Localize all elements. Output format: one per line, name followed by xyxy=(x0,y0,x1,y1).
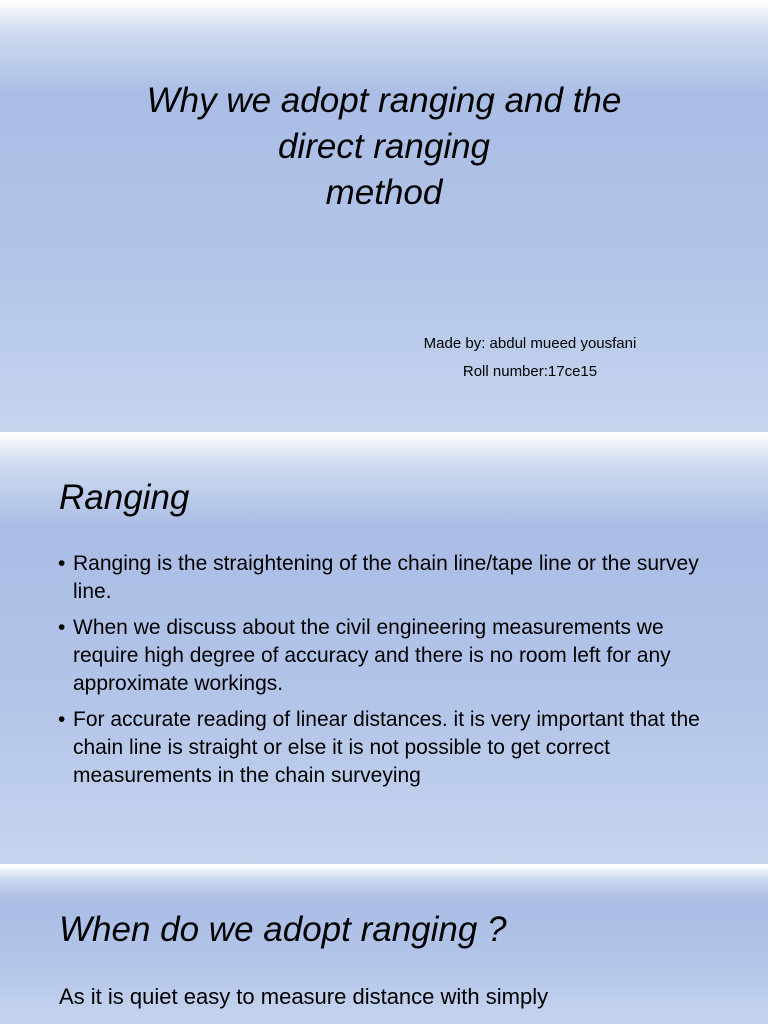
slide-title-line-1: Why we adopt ranging and the xyxy=(146,81,622,120)
ranging-slide xyxy=(0,432,768,864)
when-ranging-slide xyxy=(0,866,768,1024)
author-line: Made by: abdul mueed yousfani xyxy=(423,335,637,352)
slide-heading: Ranging xyxy=(59,478,190,517)
title-slide xyxy=(0,0,768,432)
bullet-list xyxy=(58,550,728,798)
slide-title xyxy=(0,78,768,216)
slide-title-line-2: direct ranging xyxy=(277,127,491,166)
slide-heading: When do we adopt ranging ? xyxy=(59,910,507,949)
bullet-item: • Ranging is the straightening of the chain line/tape line or the survey line. xyxy=(58,550,728,606)
body-paragraph: As it is quiet easy to measure distance with simply xyxy=(59,984,549,1009)
slide-title-line-3: method xyxy=(325,173,443,212)
roll-number-line: Roll number:17ce15 xyxy=(462,363,598,380)
bullet-item: • For accurate reading of linear distances. it is very important that the chain line is straight or else it is not possible to get correct measurements in the chain surveying xyxy=(58,706,728,790)
bullet-item: • When we discuss about the civil engineering measurements we require high degree of accuracy and there is no room left for any approximate workings. xyxy=(58,614,728,698)
